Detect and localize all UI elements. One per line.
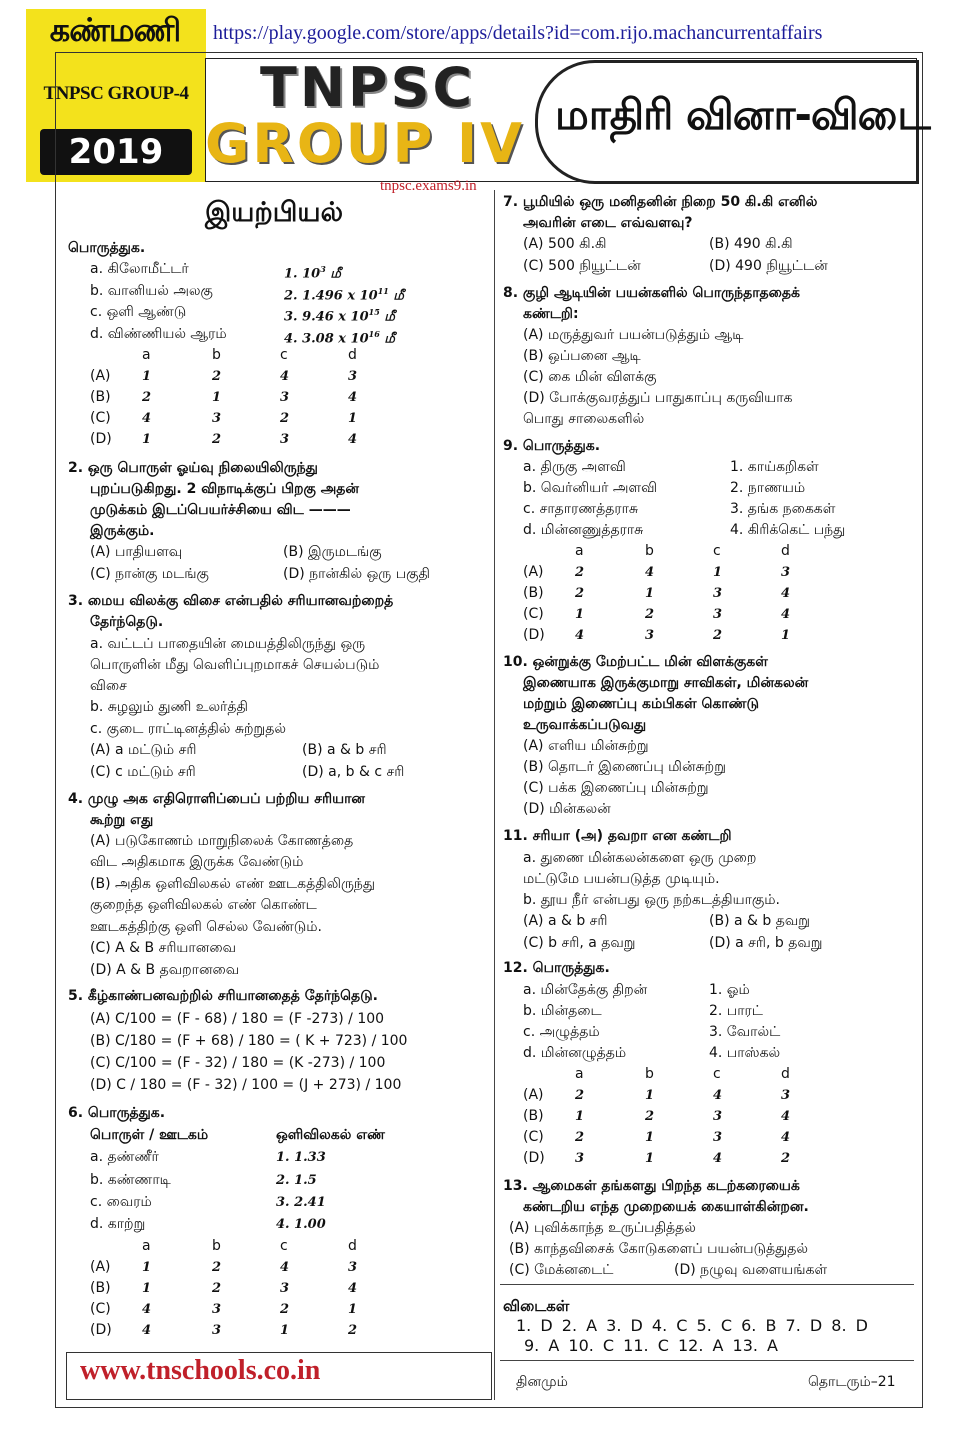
q12-value-3: 3. வோல்ட் (709, 1024, 781, 1040)
q5-option-c: (C) C/100 = (F - 32) / 180 = (K -273) / 100 (90, 1055, 386, 1071)
answers-line-1: 1. D 2. A 3. D 4. C 5. C 6. B 7. D 8. D (516, 1316, 868, 1335)
q12-grid-cell: 3 (713, 1109, 723, 1124)
q1-grid-cell: 3 (280, 432, 290, 447)
section-title: இயற்பியல் (205, 197, 343, 228)
q1-grid-cell: 1 (348, 411, 358, 426)
q6-grid-cell: 3 (212, 1302, 222, 1317)
q6-grid-option: (A) (90, 1259, 111, 1275)
q7-line-2: அவரின் எடை எவ்வளவு? (523, 215, 693, 231)
q3-option-c: (C) c மட்டும் சரி (90, 764, 196, 780)
footer-divider (500, 1360, 914, 1361)
q3-option-d: (D) a, b & c சரி (302, 764, 405, 780)
column-divider (494, 190, 495, 1400)
q6-grid-header: d (348, 1238, 357, 1254)
q12-grid-option: (B) (523, 1108, 544, 1124)
q11-stmt-b: b. தூய நீர் என்பது ஒரு நற்கடத்தியாகும். (523, 892, 780, 908)
q11-stem: 11. சரியா (அ) தவறா என கண்டறி (503, 828, 732, 844)
q6-grid-cell: 3 (212, 1323, 222, 1338)
q1-value-4: 4. 3.08 x $10^{16}$ மீ (284, 329, 395, 347)
q13-option-b: (B) காந்தவிசைக் கோடுகளைப் பயன்படுத்துதல் (509, 1241, 809, 1257)
q6-grid-option: (D) (90, 1322, 112, 1338)
q1-grid-cell: 4 (142, 411, 152, 426)
footer-left: தினமும் (516, 1374, 568, 1390)
title-group: GROUP IV (205, 112, 525, 175)
q9-value-4: 4. கிரிக்கெட் பந்து (730, 522, 846, 538)
q11-option-d: (D) a சரி, b தவறு (709, 935, 823, 951)
q6-grid-cell: 4 (142, 1323, 152, 1338)
q12-grid-cell: 1 (645, 1151, 655, 1166)
q1-grid-cell: 1 (142, 369, 152, 384)
q5-option-a: (A) C/100 = (F - 68) / 180 = (F -273) / 100 (90, 1011, 385, 1027)
q13-option-a: (A) புவிக்காந்த உருப்பதித்தல் (509, 1220, 696, 1236)
q6-grid-header: c (280, 1238, 288, 1254)
q9-value-1: 1. காய்கறிகள் (730, 459, 819, 475)
q9-item-d: d. மின்னணுத்தராசு (523, 522, 644, 538)
q4-option-d: (D) A & B தவறானவை (90, 962, 240, 978)
q9-item-c: c. சாதாரணத்தராசு (523, 501, 639, 517)
q1-grid-cell: 3 (212, 411, 222, 426)
q4-option-a1: (A) படுகோணம் மாறுநிலைக் கோணத்தை (90, 833, 354, 849)
q6-grid-cell: 1 (348, 1302, 358, 1317)
q9-grid-option: (D) (523, 627, 545, 643)
q1-grid-cell: 2 (142, 390, 152, 405)
q12-item-a: a. மின்தேக்கு திறன் (523, 982, 648, 998)
q9-item-a: a. திருகு அளவி (523, 459, 626, 475)
q9-grid-cell: 1 (575, 607, 585, 622)
q6-grid-cell: 1 (142, 1281, 152, 1296)
q1-grid-option: (A) (90, 368, 111, 384)
q10-line-4: உருவாக்கப்படுவது (523, 717, 647, 733)
q12-grid-header: b (645, 1066, 654, 1082)
q11-option-c: (C) b சரி, a தவறு (523, 935, 636, 951)
q12-grid-cell: 1 (645, 1130, 655, 1145)
year-label: 2019 (40, 129, 192, 175)
q9-grid-cell: 2 (645, 607, 655, 622)
q1-grid-cell: 4 (348, 390, 358, 405)
q12-grid-option: (D) (523, 1150, 545, 1166)
q10-line-2: இணையாக இருக்குமாறு சாவிகள், மின்கலன் (523, 675, 809, 691)
q12-item-c: c. அழுத்தம் (523, 1024, 600, 1040)
q9-grid-cell: 2 (713, 628, 723, 643)
q1-item-b: b. வானியல் அலகு (90, 283, 213, 299)
q1-item-c: c. ஒளி ஆண்டு (90, 304, 187, 320)
q12-grid-cell: 3 (781, 1088, 791, 1103)
q7-option-d: (D) 490 நியூட்டன் (709, 258, 828, 274)
q3-line-2: தேர்ந்தெடு. (90, 614, 164, 630)
q12-value-2: 2. பாரட் (709, 1003, 763, 1019)
q12-grid-header: c (713, 1066, 721, 1082)
q3-stmt-a2: பொருளின் மீது வெளிப்புறமாகச் செயல்படும் (90, 657, 380, 673)
q9-grid-header: b (645, 543, 654, 559)
q4-option-b1: (B) அதிக ஒளிவிலகல் எண் ஊடகத்திலிருந்து (90, 876, 376, 892)
q9-grid-cell: 3 (645, 628, 655, 643)
q12-grid-cell: 4 (781, 1109, 791, 1124)
q6-grid-cell: 3 (280, 1281, 290, 1296)
q13-line-1: 13. ஆமைகள் தங்களது பிறந்த கடற்கரையைக் (503, 1178, 800, 1194)
q1-grid-cell: 4 (348, 432, 358, 447)
q6-value-1: 1. 1.33 (276, 1150, 326, 1165)
q3-option-b: (B) a & b சரி (302, 742, 387, 758)
q12-item-b: b. மின்தடை (523, 1003, 602, 1019)
q7-option-b: (B) 490 கி.கி (709, 236, 793, 252)
q12-grid-cell: 3 (575, 1151, 585, 1166)
q10-line-1: 10. ஒன்றுக்கு மேற்பட்ட மின் விளக்குகள் (503, 654, 768, 670)
q9-grid-option: (A) (523, 564, 544, 580)
q9-grid-cell: 1 (781, 628, 791, 643)
q6-grid-header: a (142, 1238, 151, 1254)
q12-grid-header: a (575, 1066, 584, 1082)
q8-option-d1: (D) போக்குவரத்துப் பாதுகாப்பு கருவியாக (523, 390, 793, 406)
q2-option-a: (A) பாதியளவு (90, 544, 183, 560)
q9-grid-cell: 2 (575, 586, 585, 601)
q6-grid-cell: 1 (280, 1323, 290, 1338)
q9-grid-cell: 1 (645, 586, 655, 601)
q11-stmt-a1: a. துணை மின்கலன்களை ஒரு முறை (523, 850, 757, 866)
q9-grid-cell: 3 (713, 586, 723, 601)
answers-line-2: 9. A 10. C 11. C 12. A 13. A (524, 1336, 778, 1355)
q6-grid-cell: 4 (348, 1281, 358, 1296)
q1-grid-cell: 2 (212, 432, 222, 447)
q1-item-d: d. விண்ணியல் ஆரம் (90, 326, 227, 342)
q10-option-c: (C) பக்க இணைப்பு மின்சுற்று (523, 780, 709, 796)
q9-value-3: 3. தங்க நகைகள் (730, 501, 836, 517)
q12-grid-cell: 3 (713, 1130, 723, 1145)
q8-line-2: கண்டறி: (523, 306, 579, 322)
q2-line-2: புறப்படுகிறது. 2 விநாடிக்குப் பிறகு அதன் (90, 481, 359, 497)
q9-grid-cell: 3 (781, 565, 791, 580)
q9-grid-cell: 4 (575, 628, 585, 643)
q9-grid-cell: 1 (713, 565, 723, 580)
q9-grid-cell: 3 (713, 607, 723, 622)
q10-option-a: (A) எளிய மின்சுற்று (523, 738, 649, 754)
publisher-logo: கண்மணி (49, 11, 181, 49)
footer-page: தொடரும்–21 (808, 1374, 896, 1390)
q6-value-3: 3. 2.41 (276, 1195, 326, 1210)
q6-col-head-2: ஒளிவிலகல் எண் (276, 1127, 385, 1143)
q8-option-a: (A) மருத்துவர் பயன்படுத்தும் ஆடி (523, 327, 744, 343)
q3-option-a: (A) a மட்டும் சரி (90, 742, 197, 758)
q6-item-d: d. காற்று (90, 1216, 146, 1232)
q3-stmt-c: c. குடை ராட்டினத்தில் சுற்றுதல் (90, 721, 286, 737)
q6-item-c: c. வைரம் (90, 1194, 152, 1210)
q3-stmt-b: b. சுழலும் துணி உலர்த்தி (90, 699, 248, 715)
q9-stem: 9. பொருத்துக. (503, 438, 601, 454)
q1-grid-header: b (212, 347, 221, 363)
q1-grid-option: (C) (90, 410, 111, 426)
q12-grid-cell: 2 (645, 1109, 655, 1124)
q7-line-1: 7. பூமியில் ஒரு மனிதனின் நிறை 50 கி.கி எனில் (503, 194, 818, 210)
q10-option-b: (B) தொடர் இணைப்பு மின்சுற்று (523, 759, 726, 775)
q4-line-1: 4. முழு அக எதிரொளிப்பைப் பற்றிய சரியான (68, 791, 365, 807)
q6-grid-cell: 1 (142, 1260, 152, 1275)
q12-grid-header: d (781, 1066, 790, 1082)
answers-title: விடைகள் (503, 1297, 570, 1315)
q9-grid-cell: 4 (645, 565, 655, 580)
q4-line-2: கூற்று எது (90, 812, 154, 828)
q12-grid-cell: 2 (781, 1151, 791, 1166)
q2-option-d: (D) நான்கில் ஒரு பகுதி (283, 566, 430, 582)
q12-grid-cell: 4 (713, 1088, 723, 1103)
q12-grid-cell: 2 (575, 1088, 585, 1103)
q1-item-a: a. கிலோமீட்டர் (90, 261, 189, 277)
q3-stmt-a1: a. வட்டப் பாதையின் மையத்திலிருந்து ஒரு (90, 636, 366, 652)
q2-line-3: முடுக்கம் இடப்பெயர்ச்சியை விட ——— (90, 502, 351, 518)
q10-option-d: (D) மின்கலன் (523, 801, 611, 817)
q7-option-c: (C) 500 நியூட்டன் (523, 258, 641, 274)
q6-col-head-1: பொருள் / ஊடகம் (90, 1127, 209, 1143)
q1-value-1: 1. $10^3$ மீ (284, 264, 341, 282)
q9-grid-cell: 4 (781, 607, 791, 622)
answers-divider (500, 1284, 914, 1285)
model-qa-tag: மாதிரி வினா-விடை (555, 90, 930, 139)
q4-option-c: (C) A & B சரியானவை (90, 940, 236, 956)
q4-option-a2: விட அதிகமாக இருக்க வேண்டும் (90, 854, 304, 870)
q4-option-b3: ஊடகத்திற்கு ஒளி செல்ல வேண்டும். (90, 919, 323, 935)
q2-option-b: (B) இருமடங்கு (283, 544, 382, 560)
q10-line-3: மற்றும் இணைப்பு கம்பிகள் கொண்டு (523, 696, 759, 712)
q6-item-a: a. தண்ணீர் (90, 1149, 159, 1165)
q12-grid-cell: 2 (575, 1130, 585, 1145)
q2-option-c: (C) நான்கு மடங்கு (90, 566, 209, 582)
q12-value-4: 4. பாஸ்கல் (709, 1045, 781, 1061)
q1-stem: பொருத்துக. (68, 240, 146, 256)
q1-grid-cell: 2 (212, 369, 222, 384)
q1-grid-option: (B) (90, 389, 111, 405)
q6-grid-cell: 4 (280, 1260, 290, 1275)
q2-line-4: இருக்கும். (90, 523, 155, 539)
q12-grid-cell: 1 (575, 1109, 585, 1124)
q9-grid-header: a (575, 543, 584, 559)
q6-grid-cell: 3 (348, 1260, 358, 1275)
q12-grid-option: (A) (523, 1087, 544, 1103)
q6-grid-cell: 2 (212, 1281, 222, 1296)
q13-option-c: (C) மேக்னடைட் (509, 1262, 614, 1278)
q8-option-b: (B) ஒப்பனை ஆடி (523, 348, 641, 364)
q2-line-1: 2. ஒரு பொருள் ஓய்வு நிலையிலிருந்து (68, 460, 318, 476)
q9-grid-header: c (713, 543, 721, 559)
q5-option-d: (D) C / 180 = (F - 32) / 100 = (J + 273) / 100 (90, 1077, 402, 1093)
q3-stmt-a3: விசை (90, 678, 127, 694)
q6-grid-header: b (212, 1238, 221, 1254)
q9-value-2: 2. நாணயம் (730, 480, 806, 496)
exam-label: TNPSC GROUP-4 (43, 83, 189, 104)
q12-grid-cell: 4 (781, 1130, 791, 1145)
q6-stem: 6. பொருத்துக. (68, 1105, 166, 1121)
q5-stem: 5. கீழ்காண்பனவற்றில் சரியானதைத் தேர்ந்தெடு. (68, 988, 378, 1004)
q1-grid-header: d (348, 347, 357, 363)
q12-grid-cell: 4 (713, 1151, 723, 1166)
q1-grid-cell: 4 (280, 369, 290, 384)
q8-line-1: 8. குழி ஆடியின் பயன்களில் பொருந்தாததைக் (503, 285, 801, 301)
q9-grid-header: d (781, 543, 790, 559)
q1-grid-cell: 2 (280, 411, 290, 426)
q8-option-c: (C) கை மின் விளக்கு (523, 369, 657, 385)
q4-option-b2: குறைந்த ஒளிவிலகல் எண் கொண்ட (90, 897, 317, 913)
q1-grid-header: a (142, 347, 151, 363)
q1-value-3: 3. 9.46 x $10^{15}$ மீ (284, 307, 395, 325)
q6-value-4: 4. 1.00 (276, 1217, 326, 1232)
q6-grid-cell: 2 (348, 1323, 358, 1338)
q6-grid-cell: 4 (142, 1302, 152, 1317)
q12-item-d: d. மின்னழுத்தம் (523, 1045, 627, 1061)
q11-stmt-a2: மட்டுமே பயன்படுத்த முடியும். (523, 871, 720, 887)
q1-grid-cell: 1 (142, 432, 152, 447)
q6-item-b: b. கண்ணாடி (90, 1172, 171, 1188)
q3-line-1: 3. மைய விலக்கு விசை என்பதில் சரியானவற்றைத் (68, 593, 394, 609)
q6-grid-cell: 2 (212, 1260, 222, 1275)
q12-grid-option: (C) (523, 1129, 544, 1145)
q12-stem: 12. பொருத்துக. (503, 960, 610, 976)
q1-grid-option: (D) (90, 431, 112, 447)
q9-grid-cell: 2 (575, 565, 585, 580)
q6-grid-cell: 2 (280, 1302, 290, 1317)
q11-option-a: (A) a & b சரி (523, 913, 608, 929)
q9-item-b: b. வெர்னியர் அளவி (523, 480, 658, 496)
q12-grid-cell: 1 (645, 1088, 655, 1103)
q11-option-b: (B) a & b தவறு (709, 913, 810, 929)
q6-grid-option: (C) (90, 1301, 111, 1317)
q6-value-2: 2. 1.5 (276, 1173, 317, 1188)
q13-line-2: கண்டறிய எந்த முறையைக் கையாள்கின்றன. (523, 1199, 809, 1215)
q6-grid-option: (B) (90, 1280, 111, 1296)
app-link[interactable]: https://play.google.com/store/apps/details?id=com.rijo.machancurrentaffairs (213, 22, 823, 44)
q8-option-d2: பொது சாலைகளில் (523, 411, 645, 427)
q1-grid-cell: 1 (212, 390, 222, 405)
q1-grid-cell: 3 (280, 390, 290, 405)
q9-grid-option: (C) (523, 606, 544, 622)
q5-option-b: (B) C/180 = (F + 68) / 180 = ( K + 723) / 100 (90, 1033, 408, 1049)
q7-option-a: (A) 500 கி.கி (523, 236, 607, 252)
title-tnpsc: TNPSC (260, 56, 476, 119)
q1-value-2: 2. 1.496 x $10^{11}$ மீ (284, 286, 404, 304)
q12-value-1: 1. ஓம் (709, 982, 750, 998)
site-link-top[interactable]: tnpsc.exams9.in (380, 178, 477, 194)
q1-grid-header: c (280, 347, 288, 363)
q9-grid-option: (B) (523, 585, 544, 601)
footer-site-link[interactable]: www.tnschools.co.in (80, 1355, 321, 1386)
q1-grid-cell: 3 (348, 369, 358, 384)
q13-option-d: (D) நழுவு வளையங்கள் (674, 1262, 828, 1278)
q9-grid-cell: 4 (781, 586, 791, 601)
